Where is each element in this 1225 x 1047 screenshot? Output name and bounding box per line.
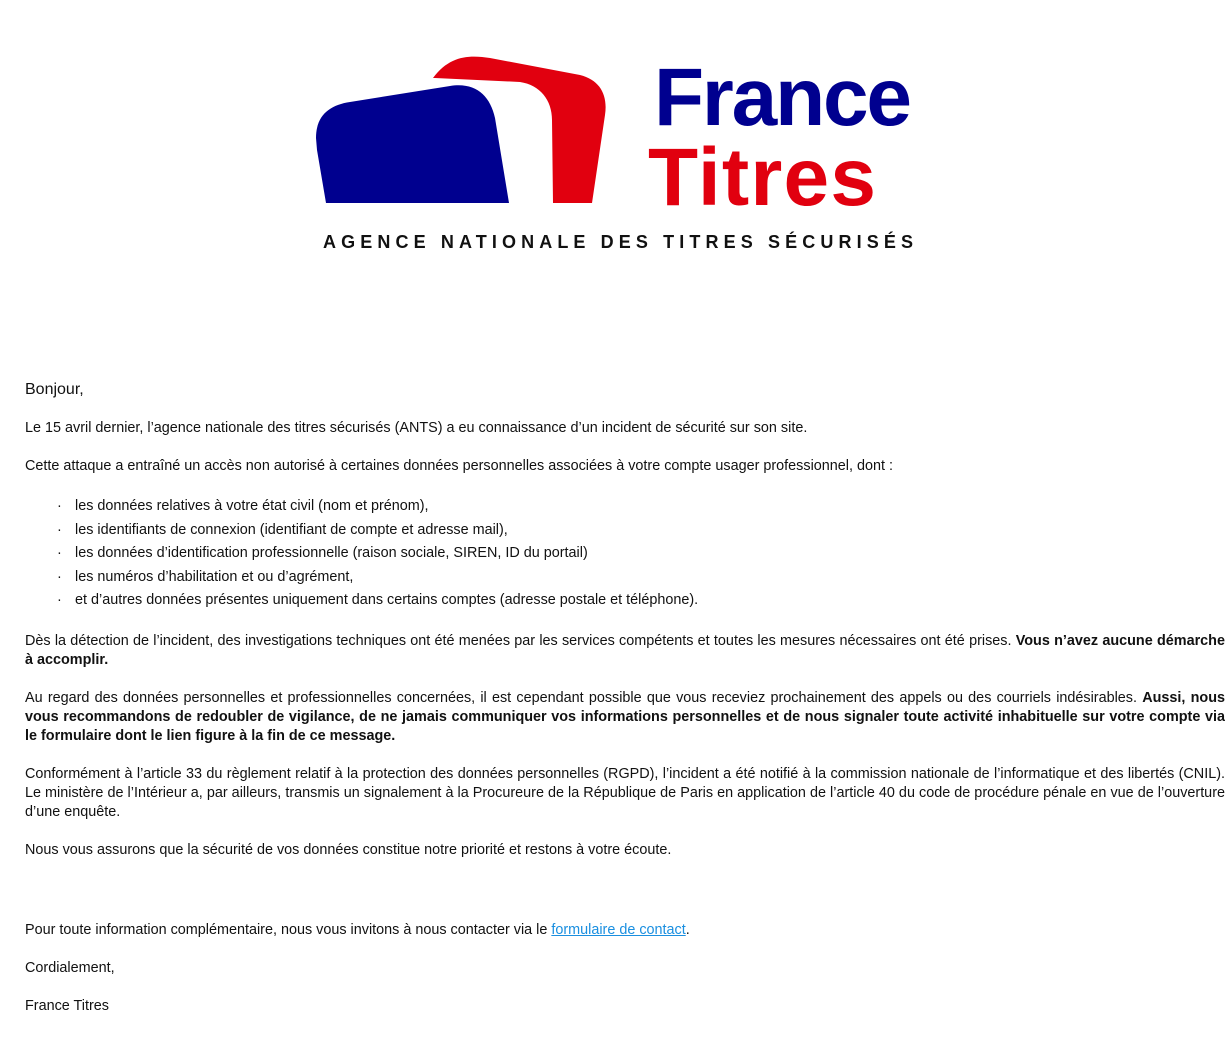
logo-text-titres: Titres [648, 132, 876, 223]
logo-tagline: AGENCE NATIONALE DES TITRES SÉCURISÉS [323, 232, 914, 252]
paragraph-rgpd: Conformément à l’article 33 du règlement relatif à la protection des données personnelles (RGPD), l’incident a été notifié à la commission nationale de l’informatique et des libertés (CNIL). Le ministère de l’Intérieur a, par ailleurs, transmis un signalement à la Procureure de la République de Paris en application de l’article 40 du code de procédure pénale en vue de l’ouverture d’une enquête. [25, 765, 1225, 820]
contact-form-link[interactable]: formulaire de contact [551, 921, 686, 938]
list-item: · les numéros d’habilitation et ou d’agrément, [57, 566, 1225, 590]
vigilance-text: Au regard des données personnelles et professionnelles concernées, il est cependant possible que vous receviez prochainement des appels ou des courriels indésirables. [25, 689, 1143, 706]
logo-text-france: France [654, 52, 912, 143]
email-body [25, 380, 1225, 1035]
detection-bold: Vous n’avez aucune démarche à accomplir. [25, 632, 1225, 668]
logo-mark-icon [300, 40, 940, 270]
closing: Cordialement, [25, 959, 115, 976]
paragraph-assurance: Nous vous assurons que la sécurité de vos données constitue notre priorité et restons à votre écoute. [25, 841, 672, 858]
signature: France Titres [25, 997, 109, 1014]
affected-data-list [25, 495, 1225, 613]
list-item: · les données d’identification professionnelle (raison sociale, SIREN, ID du portail) [57, 542, 1225, 566]
paragraph-detection [25, 632, 1225, 670]
greeting: Bonjour, [25, 381, 84, 398]
list-item: · les identifiants de connexion (identifiant de compte et adresse mail), [57, 519, 1225, 543]
vigilance-bold: Aussi, nous vous recommandons de redoubler de vigilance, de ne jamais communiquer vos informations personnelles et de nous signaler toute activité inhabituelle sur votre compte via le formulaire dont le lien figure à la fin de ce message. [25, 689, 1225, 744]
contact-end: . [685, 921, 690, 938]
france-titres-logo [300, 40, 940, 270]
paragraph-vigilance [25, 689, 1225, 746]
paragraph-intro: Le 15 avril dernier, l’agence nationale des titres sécurisés (ANTS) a eu connaissance d’un incident de sécurité sur son site. [25, 420, 808, 436]
paragraph-contact [25, 921, 1225, 940]
paragraph-attack: Cette attaque a entraîné un accès non autorisé à certaines données personnelles associées à votre compte usager professionnel, dont : [25, 458, 893, 474]
list-item: · et d’autres données présentes uniquement dans certains comptes (adresse postale et téléphone). [57, 589, 1225, 613]
contact-text: Pour toute information complémentaire, nous vous invitons à nous contacter via le [25, 921, 552, 938]
list-item: · les données relatives à votre état civil (nom et prénom), [57, 495, 1225, 519]
detection-text: Dès la détection de l’incident, des investigations techniques ont été menées par les services compétents et toutes les mesures nécessaires ont été prises. [25, 632, 1016, 649]
